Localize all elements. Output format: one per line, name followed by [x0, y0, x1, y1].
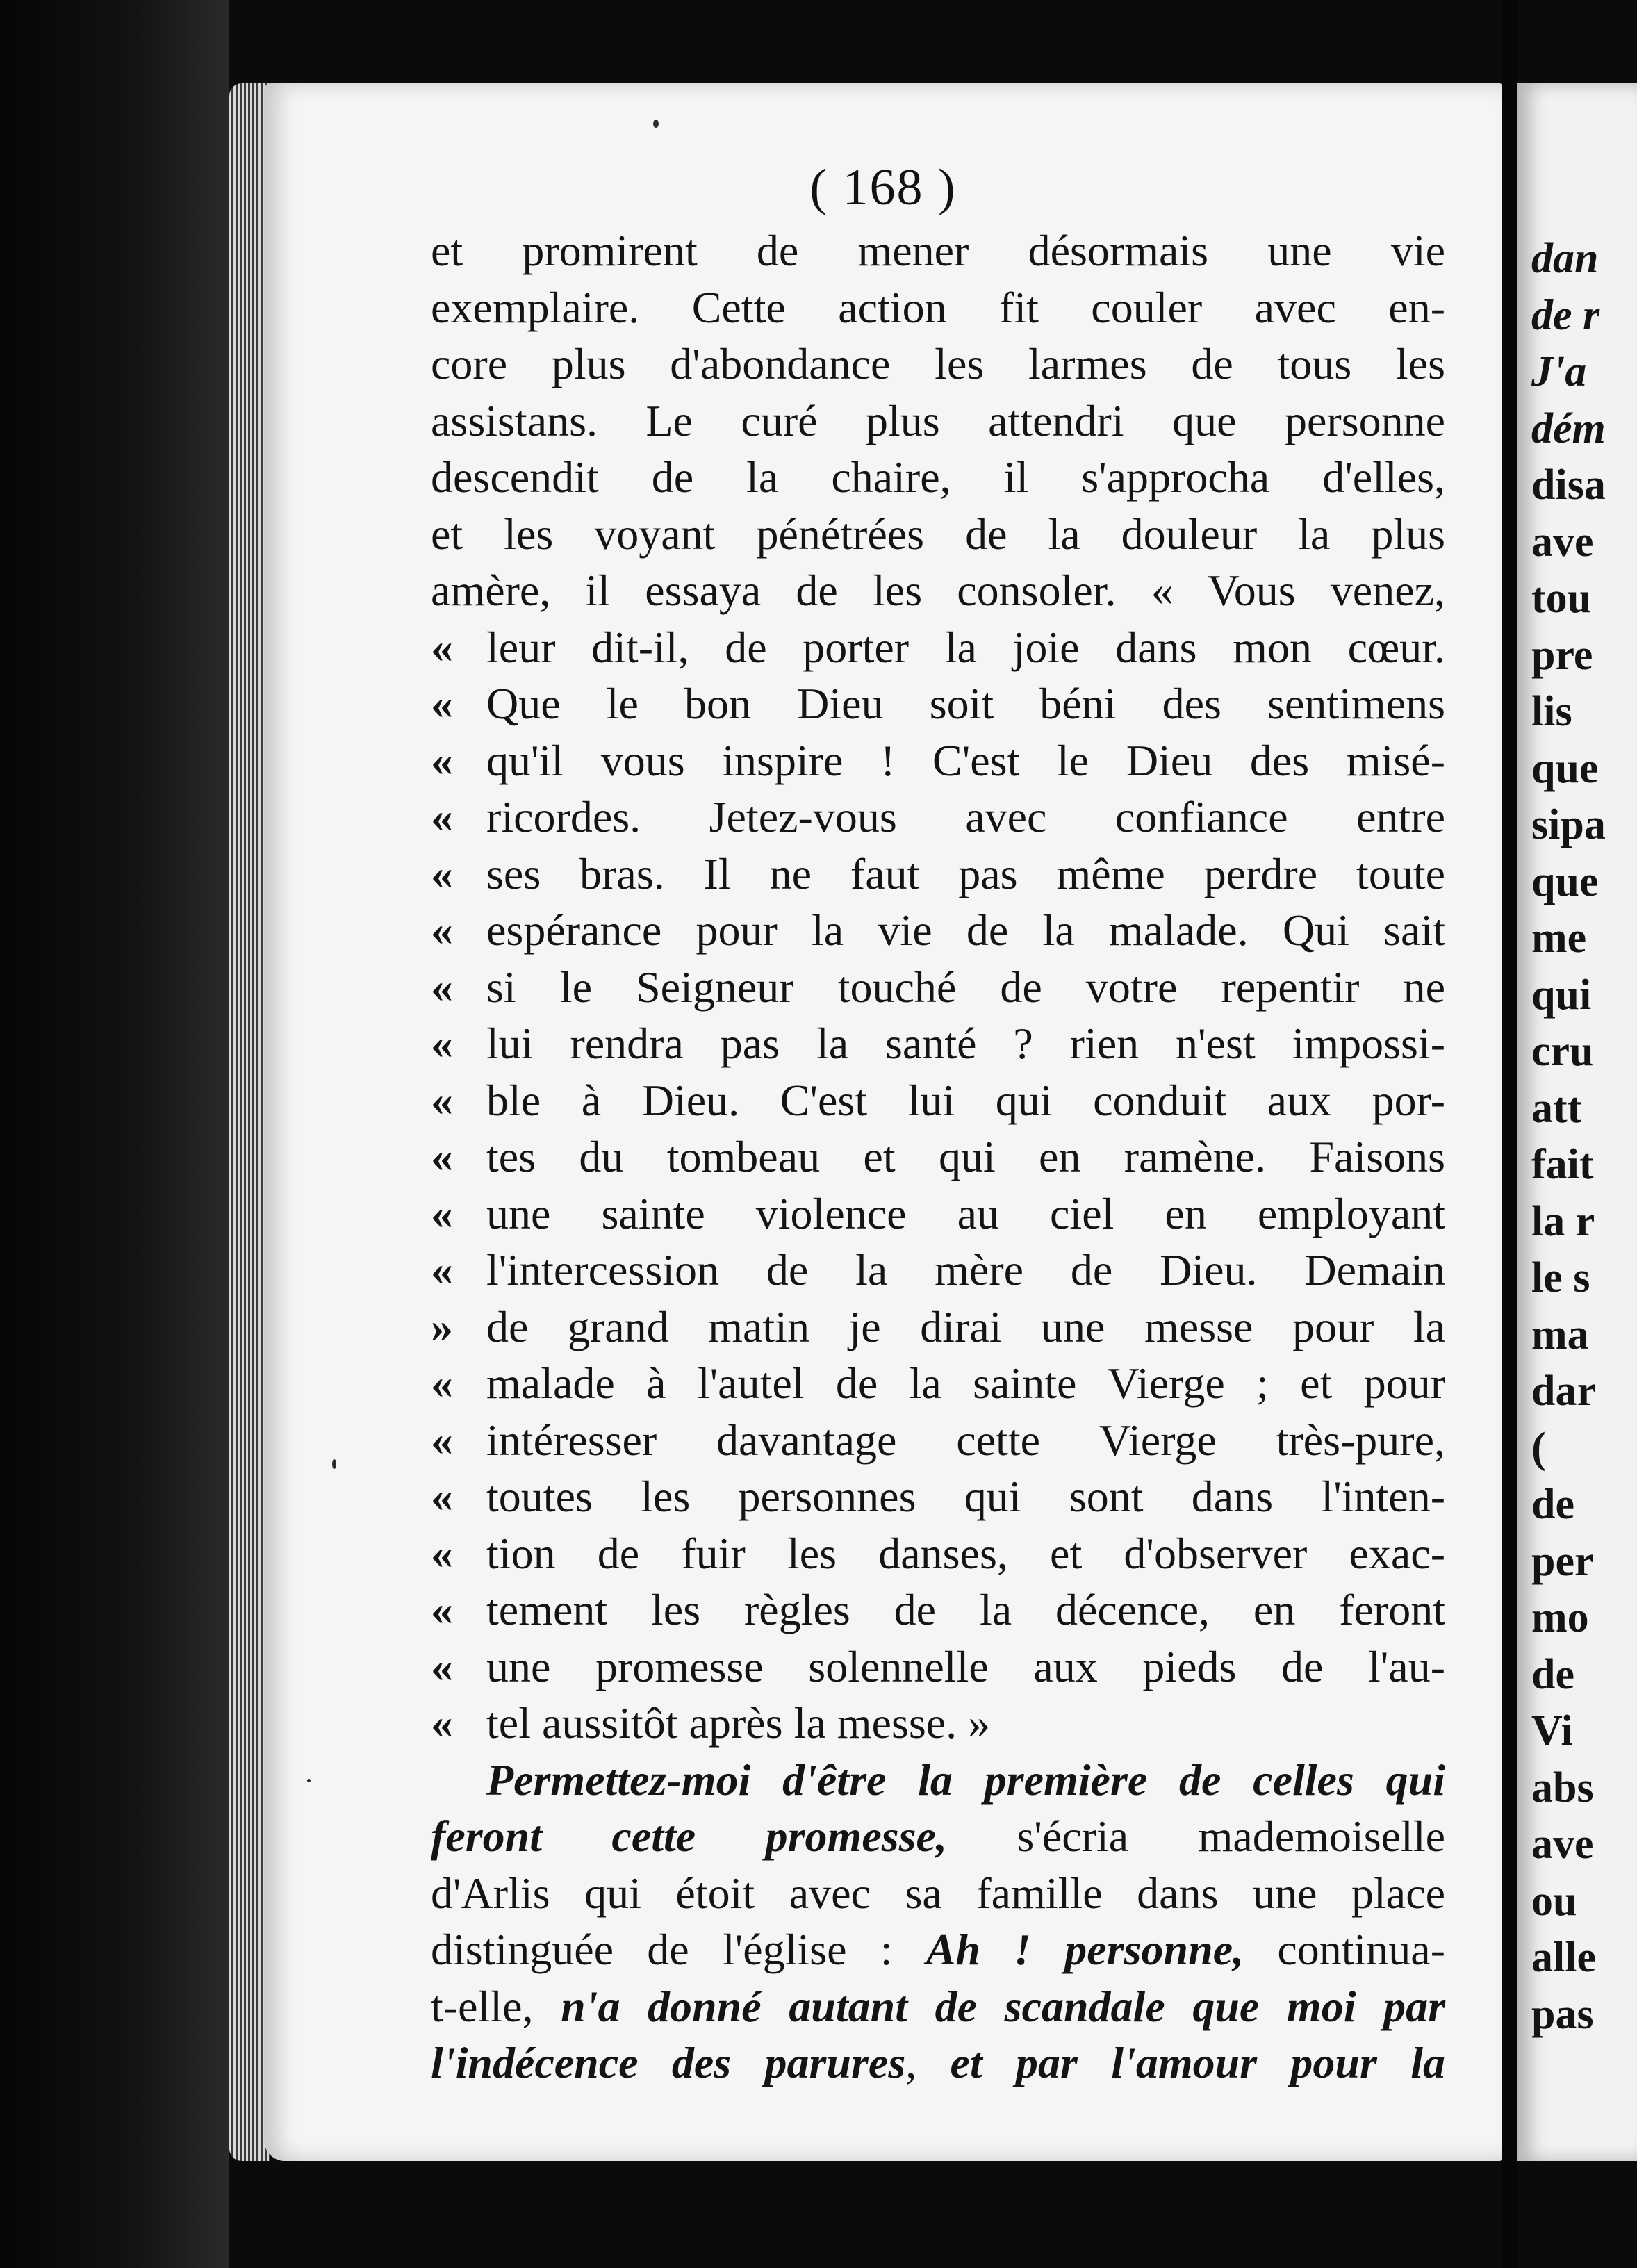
line-text: [431, 562, 1445, 619]
text-line: [431, 1978, 1445, 2035]
adjacent-text-fragment: le s: [1531, 1254, 1590, 1301]
adjacent-text-fragment: me: [1531, 914, 1587, 962]
line-text: [431, 222, 1445, 279]
roman-text: tion de fuir les danses, et d'observer exac-: [486, 1528, 1445, 1578]
text-line: [431, 1299, 1445, 1356]
line-text: [486, 959, 1445, 1016]
text-line: [431, 1921, 1445, 1978]
roman-text: leur dit-il, de porter la joie dans mon cœur.: [486, 622, 1445, 672]
adjacent-text-fragment: dan: [1531, 235, 1599, 282]
page-number: ( 168 ): [809, 159, 957, 216]
line-text: [486, 1412, 1445, 1469]
adjacent-page-text: [1531, 231, 1606, 2043]
line-text: [486, 902, 1445, 959]
roman-text: une promesse solennelle aux pieds de l'au-: [486, 1641, 1445, 1691]
roman-text: espérance pour la vie de la malade. Qui sait: [486, 905, 1445, 955]
adjacent-text-fragment: per: [1531, 1537, 1594, 1585]
text-line: [431, 1412, 1445, 1469]
adjacent-text-fragment: lis: [1531, 688, 1572, 735]
quote-mark: «: [431, 1188, 453, 1238]
roman-text: tes du tombeau et qui en ramène. Faisons: [486, 1132, 1445, 1181]
adjacent-text-fragment: (: [1531, 1424, 1546, 1472]
line-text: [486, 846, 1445, 903]
roman-text: de grand matin je dirai une messe pour la: [486, 1301, 1445, 1351]
roman-text: ricordes. Jetez-vous avec confiance entre: [486, 792, 1445, 841]
text-line: [431, 1752, 1445, 1809]
quote-mark: «: [431, 1075, 453, 1125]
roman-text: exemplaire. Cette action fit couler avec en-: [431, 282, 1445, 332]
roman-text: d'Arlis qui étoit avec sa famille dans une place: [431, 1868, 1445, 1918]
adjacent-text-fragment: de: [1531, 1650, 1574, 1698]
text-line: [431, 1638, 1445, 1695]
adjacent-text-fragment: abs: [1531, 1764, 1594, 1811]
quote-mark: »: [431, 1301, 453, 1351]
text-line: [431, 789, 1445, 846]
adjacent-text-fragment: alle: [1531, 1934, 1596, 1981]
text-line: [431, 336, 1445, 393]
adjacent-text-fragment: dém: [1531, 404, 1606, 452]
quote-mark: «: [431, 1415, 453, 1465]
text-line: [431, 619, 1445, 676]
adjacent-text-fragment: J'a: [1531, 348, 1587, 395]
line-text: [486, 789, 1445, 846]
quote-mark: «: [431, 622, 453, 672]
line-text: [486, 1581, 1445, 1638]
roman-text: Que le bon Dieu soit béni des sentimens: [486, 679, 1445, 728]
text-line: [431, 1695, 1445, 1752]
quote-mark: «: [431, 962, 453, 1012]
quote-mark: «: [431, 1528, 453, 1578]
roman-text: t-elle,: [431, 1981, 561, 2031]
adjacent-text-fragment: de: [1531, 1481, 1574, 1528]
text-line: [431, 1581, 1445, 1638]
text-line: [431, 1525, 1445, 1582]
quote-mark: «: [431, 1472, 453, 1521]
roman-text: une sainte violence au ciel en employant: [486, 1188, 1445, 1238]
roman-text: toutes les personnes qui sont dans l'inten-: [486, 1472, 1445, 1521]
line-text: [431, 449, 1445, 506]
line-text: [486, 1468, 1445, 1525]
book-page: [264, 83, 1502, 2161]
adjacent-text-fragment: disa: [1531, 461, 1606, 509]
text-line: [431, 902, 1445, 959]
text-line: [431, 279, 1445, 336]
line-text: [431, 336, 1445, 393]
roman-text: l'intercession de la mère de Dieu. Demain: [486, 1245, 1445, 1295]
roman-text: malade à l'autel de la sainte Vierge ; et pour: [486, 1358, 1445, 1408]
text-line: [431, 1355, 1445, 1412]
italic-text: feront cette promesse,: [431, 1811, 947, 1861]
quote-mark: «: [431, 679, 453, 728]
adjacent-text-fragment: la r: [1531, 1197, 1595, 1245]
italic-text: et par l'amour pour la: [950, 2038, 1445, 2087]
ink-speck: [653, 120, 659, 128]
adjacent-text-fragment: que: [1531, 857, 1599, 905]
adjacent-text-fragment: ave: [1531, 518, 1594, 566]
line-text: [486, 1015, 1445, 1072]
text-line: [431, 1242, 1445, 1299]
ink-speck: [307, 1779, 311, 1782]
line-text: [431, 2035, 1445, 2092]
adjacent-text-fragment: ou: [1531, 1877, 1577, 1925]
scan-dark-margin: [0, 0, 229, 2268]
roman-text: continua-: [1244, 1925, 1446, 1974]
adjacent-text-fragment: qui: [1531, 971, 1592, 1019]
adjacent-text-fragment: att: [1531, 1084, 1582, 1132]
quote-mark: «: [431, 1358, 453, 1408]
text-line: [431, 959, 1445, 1016]
adjacent-text-fragment: dar: [1531, 1367, 1596, 1415]
roman-text: s'écria mademoiselle: [946, 1811, 1445, 1861]
line-text: [486, 619, 1445, 676]
roman-text: descendit de la chaire, il s'approcha d'elles,: [431, 452, 1445, 502]
roman-text: distinguée de l'église :: [431, 1925, 926, 1974]
text-line: [431, 732, 1445, 789]
quote-mark: «: [431, 792, 453, 841]
roman-text: amère, il essaya de les consoler. « Vous venez,: [431, 566, 1445, 615]
text-line: [431, 1072, 1445, 1129]
text-line: [431, 222, 1445, 279]
adjacent-text-fragment: tou: [1531, 575, 1592, 622]
line-text: [486, 1242, 1445, 1299]
text-line: [431, 2035, 1445, 2092]
roman-text: si le Seigneur touché de votre repentir ne: [486, 962, 1445, 1012]
adjacent-text-fragment: pre: [1531, 631, 1593, 679]
quote-mark: «: [431, 735, 453, 785]
text-line: [431, 675, 1445, 732]
adjacent-text-fragment: que: [1531, 744, 1599, 792]
page-body-text: [431, 222, 1445, 2092]
line-text: [431, 393, 1445, 450]
roman-text: lui rendra pas la santé ? rien n'est impossi-: [486, 1019, 1445, 1068]
roman-text: core plus d'abondance les larmes de tous les: [431, 339, 1445, 388]
adjacent-text-fragment: pas: [1531, 1990, 1594, 2038]
italic-text: l'indécence des parures: [431, 2038, 906, 2087]
line-text: [431, 1808, 1445, 1865]
quote-mark: «: [431, 905, 453, 955]
line-text: [486, 1185, 1445, 1242]
italic-text: Permettez-moi d'être la première de celles qui: [486, 1755, 1445, 1805]
line-text: [486, 732, 1445, 789]
adjacent-text-fragment: ave: [1531, 1821, 1594, 1868]
line-text: [431, 279, 1445, 336]
roman-text: tel aussitôt après la messe. »: [486, 1698, 991, 1748]
quote-mark: «: [431, 1245, 453, 1295]
roman-text: tement les règles de la décence, en feront: [486, 1585, 1445, 1634]
roman-text: intéresser davantage cette Vierge très-pure,: [486, 1415, 1445, 1465]
quote-mark: «: [431, 1698, 453, 1748]
text-line: [431, 1185, 1445, 1242]
quote-mark: «: [431, 1585, 453, 1634]
text-line: [431, 1808, 1445, 1865]
text-line: [431, 1015, 1445, 1072]
line-text: [486, 1072, 1445, 1129]
quote-mark: «: [431, 1641, 453, 1691]
text-line: [431, 506, 1445, 563]
line-text: [486, 675, 1445, 732]
roman-text: ,: [905, 2038, 951, 2087]
roman-text: ble à Dieu. C'est lui qui conduit aux por-: [486, 1075, 1445, 1125]
text-line: [431, 393, 1445, 450]
line-text: [486, 1695, 1445, 1752]
roman-text: et promirent de mener désormais une vie: [431, 226, 1445, 275]
roman-text: qu'il vous inspire ! C'est le Dieu des misé-: [486, 735, 1445, 785]
adjacent-page: [1517, 83, 1637, 2161]
line-text: [486, 1355, 1445, 1412]
adjacent-text-fragment: Vi: [1531, 1707, 1573, 1755]
adjacent-text-fragment: mo: [1531, 1594, 1589, 1641]
text-line: [431, 449, 1445, 506]
text-line: [431, 1128, 1445, 1185]
text-line: [431, 562, 1445, 619]
text-line: [431, 1865, 1445, 1922]
roman-text: et les voyant pénétrées de la douleur la plus: [431, 509, 1445, 559]
adjacent-text-fragment: de r: [1531, 291, 1600, 339]
roman-text: ses bras. Il ne faut pas même perdre toute: [486, 848, 1445, 898]
quote-mark: «: [431, 1019, 453, 1068]
adjacent-text-fragment: fait: [1531, 1141, 1594, 1188]
line-text: [486, 1299, 1445, 1356]
adjacent-text-fragment: cru: [1531, 1028, 1594, 1075]
text-line: [431, 846, 1445, 903]
text-line: [431, 1468, 1445, 1525]
line-text: [486, 1128, 1445, 1185]
ink-speck: [332, 1459, 336, 1469]
adjacent-text-fragment: ma: [1531, 1310, 1589, 1358]
quote-mark: «: [431, 848, 453, 898]
italic-text: n'a donné autant de scandale que moi par: [561, 1981, 1446, 2031]
quote-mark: «: [431, 1132, 453, 1181]
adjacent-text-fragment: sipa: [1531, 801, 1606, 848]
line-text: [431, 1752, 1445, 1809]
page-gutter: [1502, 0, 1517, 2268]
line-text: [486, 1525, 1445, 1582]
italic-text: Ah ! personne,: [926, 1925, 1244, 1974]
line-text: [431, 1865, 1445, 1922]
line-text: [431, 1978, 1445, 2035]
line-text: [431, 506, 1445, 563]
line-text: [431, 1921, 1445, 1978]
line-text: [486, 1638, 1445, 1695]
roman-text: assistans. Le curé plus attendri que personne: [431, 395, 1445, 445]
